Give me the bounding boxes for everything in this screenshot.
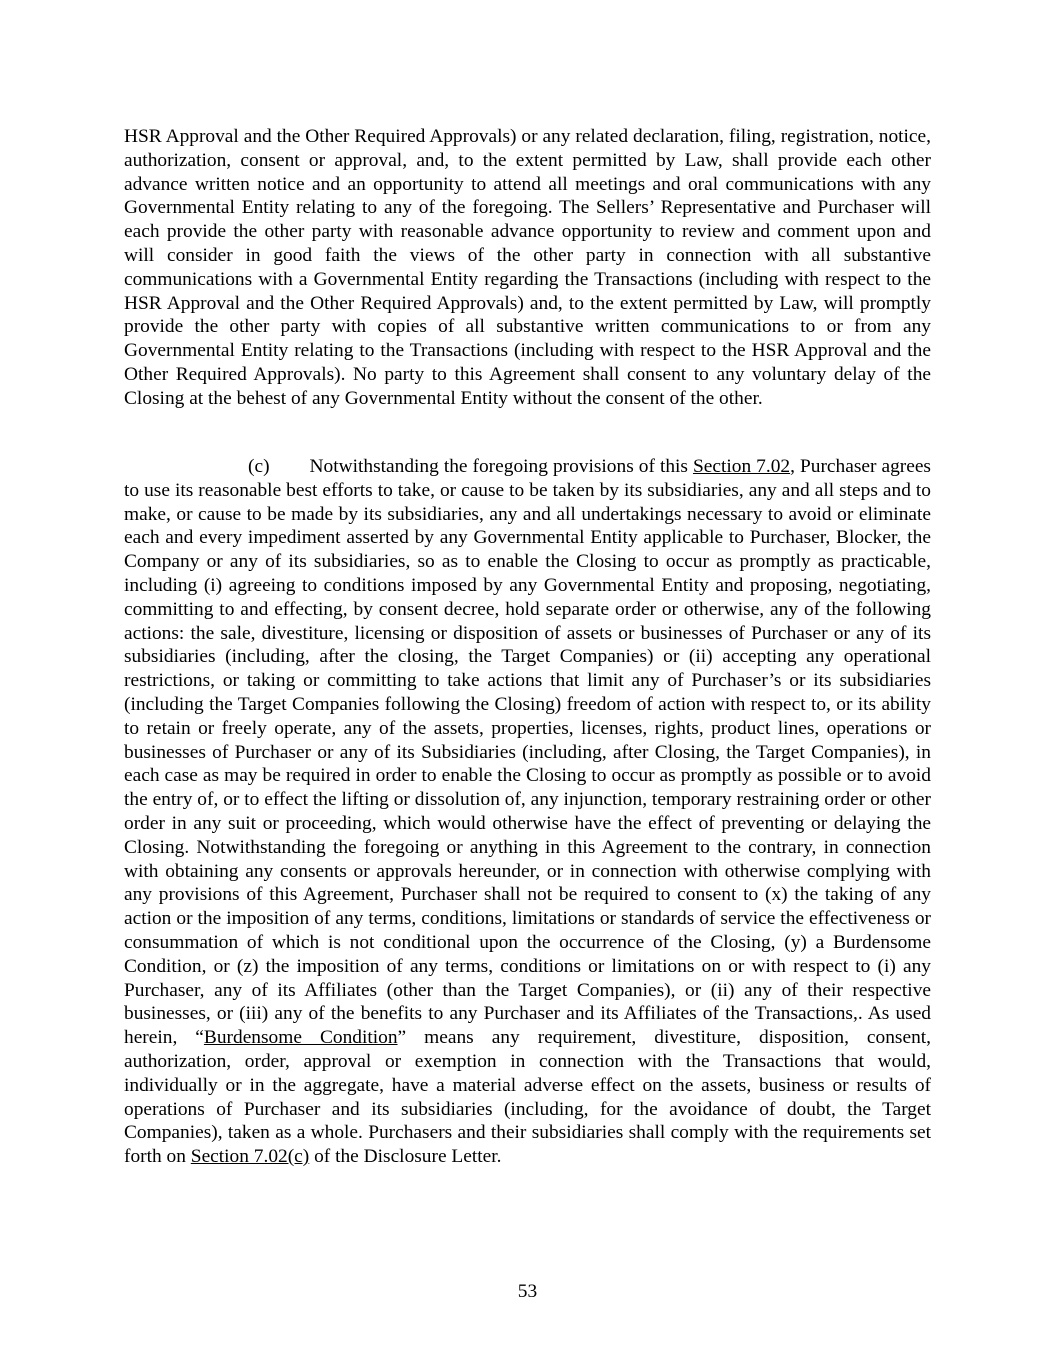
- clause-label: (c): [248, 456, 270, 477]
- paragraph-2-intro: Notwithstanding the foregoing provisions of this: [309, 456, 693, 477]
- page-number: 53: [517, 1281, 538, 1302]
- paragraph-2-closing: of the Disclosure Letter.: [309, 1146, 502, 1168]
- paragraph-2-body-b: ” means any requirement, divestiture, disposition, consent, authorization, order, approval or exemption in connection with the Transactions that would, individually or in the aggregate, have a material adverse effect on the assets, business or results of operations of Purchaser and its subsidiaries (including, for the avoidance of doubt, the Target Companies), taken as a whole. Purchasers and their subsidiaries shall comply with the requirements set forth on: [124, 1027, 932, 1168]
- paragraph-1-text: HSR Approval and the Other Required Approvals) or any related declaration, filing, registration, notice, authorization, consent or approval, and, to the extent permitted by Law, shall provide each other advance written notice and an opportunity to attend all meetings and oral communications with any Governmental Entity relating to any of the foregoing. The Sellers’ Representative and Purchaser will each provide the other party with reasonable advance opportunity to review and comment upon and will consider in good faith the views of the other party in connection with all substantive communications with a Governmental Entity regarding the Transactions (including with respect to the HSR Approval and the Other Required Approvals) and, to the extent permitted by Law, will promptly provide the other party with copies of all substantive written communications to or from any Governmental Entity relating to the Transactions (including with respect to the HSR Approval and the Other Required Approvals). No party to this Agreement shall consent to any voluntary delay of the Closing at the behest of any Governmental Entity without the consent of the other.: [124, 126, 931, 409]
- defined-term-burdensome-condition: Burdensome Condition: [203, 1027, 398, 1049]
- paragraph-2-body-a: , Purchaser agrees to use its reasonable best efforts to take, or cause to be taken by its subsidiaries, any and all steps and to make, or cause to be made by its subsidiaries, any and all undertakings necessary to avoid or eliminate each and every impediment asserted by any Governmental Entity applicable to Purchaser, Blocker, the Company or any of its subsidiaries, so as to enable the Closing to occur as promptly as practicable, including (i) agreeing to conditions imposed by any Governmental Entity and proposing, negotiating, committing to and effecting, by consent decree, hold separate order or otherwise, any of the following actions: the sale, divestiture, licensing or disposition of assets or businesses of Purchaser or any of its subsidiaries (including, after the closing, the Target Companies) or (ii) accepting any operational restrictions, or taking or committing to take actions that limit any of Purchaser’s or its subsidiaries (including the Target Companies following the Closing) freedom of action with respect to, or its ability to retain or freely operate, any of the assets, properties, licenses, rights, product lines, operations or businesses of Purchaser or any of its Subsidiaries (including, after Closing, the Target Companies), in each case as may be required in order to enable the Closing to occur as promptly as possible or to avoid the entry of, or to effect the lifting or dissolution of, any injunction, temporary restraining order or other order in any suit or proceeding, which would otherwise have the effect of preventing or delaying the Closing. Notwithstanding the foregoing or anything in this Agreement to the contrary, in connection with obtaining any consents or approvals hereunder, or in connection with otherwise complying with any provisions of this Agreement, Purchaser shall not be required to consent to (x) the taking of any action or the imposition of any terms, conditions, limitations or standards of service the effectiveness or consummation of which is not conditional upon the occurrence of the Closing, (y) a Burdensome Condition, or (z) the imposition of any terms, conditions or limitations on or with respect to (i) any Purchaser, any of its Affiliates (other than the Target Companies), or (ii) any of their respective businesses, or (iii) any of the benefits to any Purchaser and its Affiliates of the Transactions,. As used herein, “: [124, 456, 931, 1049]
- paragraph-section-7-02-c: [124, 455, 931, 1169]
- section-reference-7-02: Section 7.02: [692, 456, 791, 477]
- section-reference-7-02-c: Section 7.02(c): [190, 1146, 310, 1168]
- paragraph-continued: [124, 125, 931, 411]
